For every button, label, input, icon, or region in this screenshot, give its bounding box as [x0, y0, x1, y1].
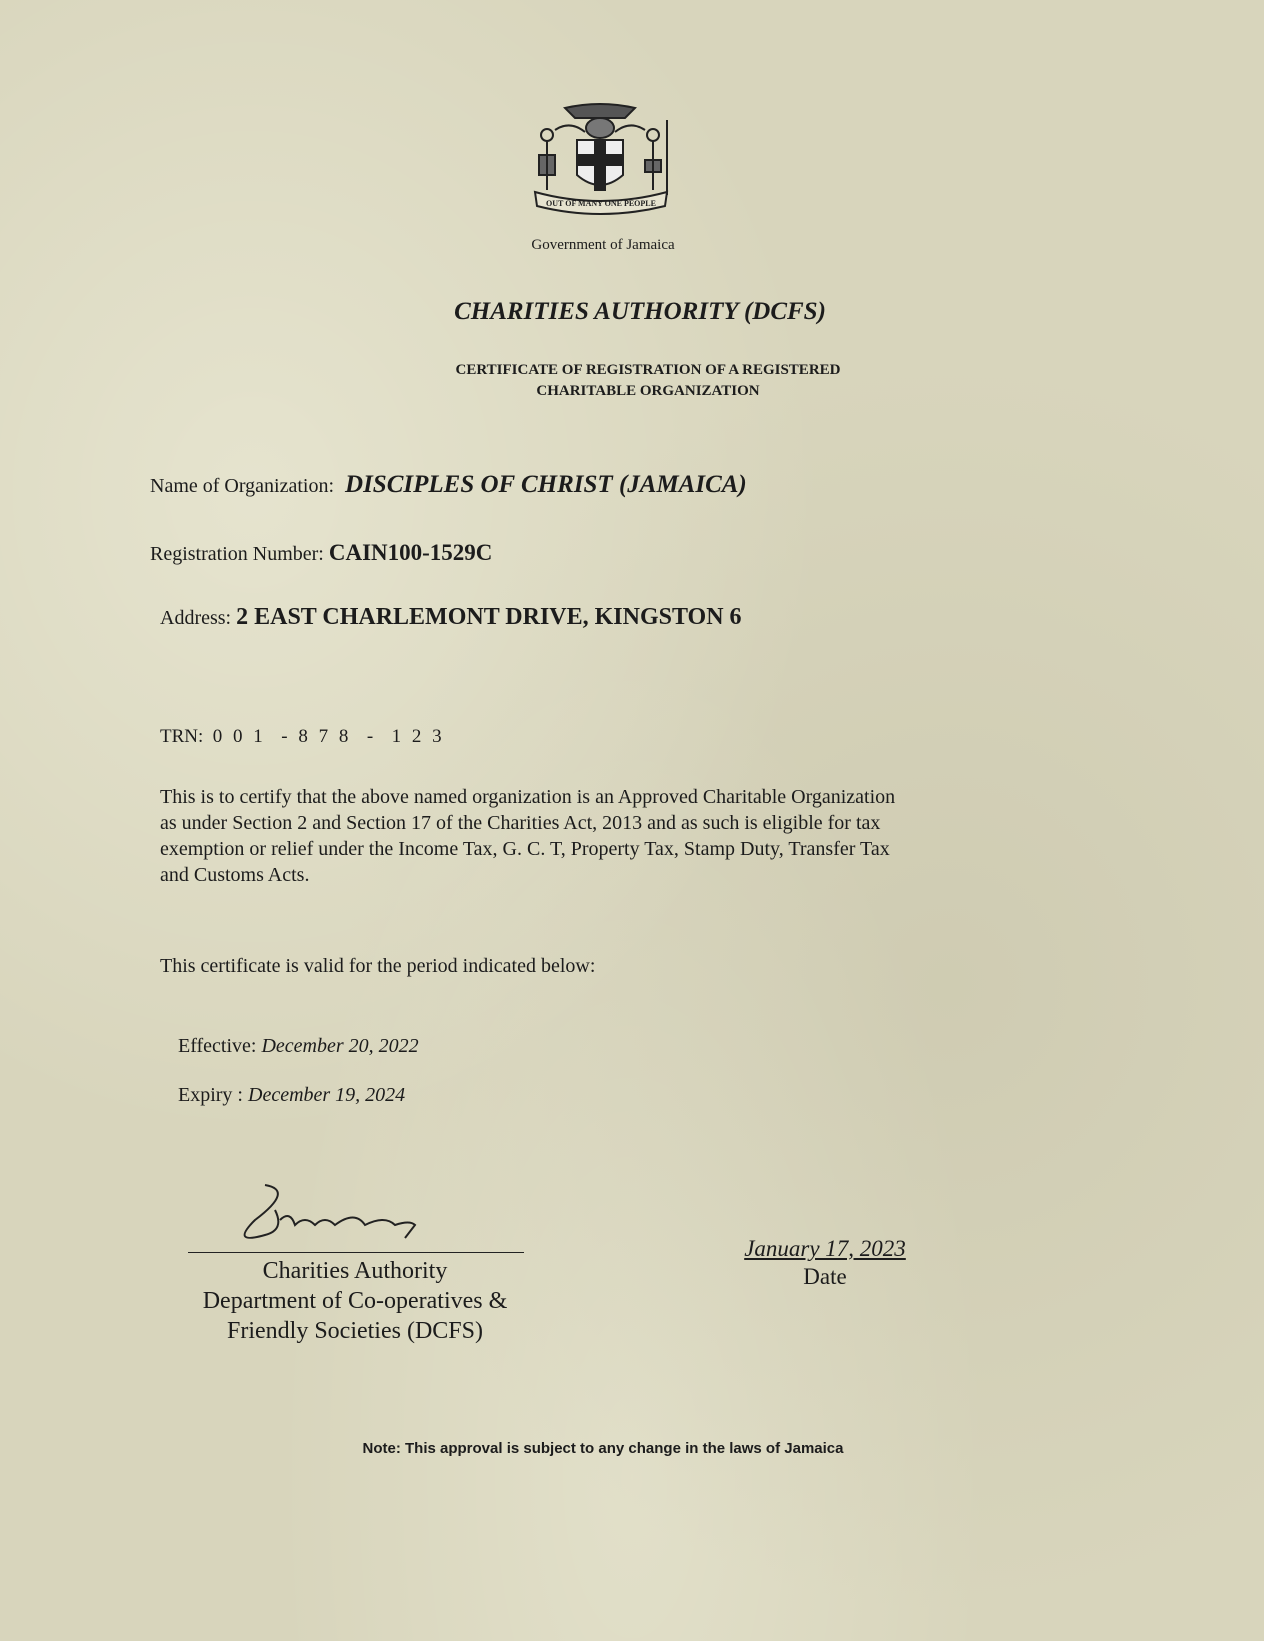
expiry-value: December 19, 2024: [248, 1084, 406, 1106]
jamaica-coat-of-arms-icon: [525, 100, 675, 215]
effective-date: [178, 1035, 419, 1058]
address-field: [160, 604, 742, 631]
expiry-date: [178, 1084, 405, 1107]
signatory-line: Friendly Societies (DCFS): [226, 1318, 483, 1344]
signatory-line: Department of Co-operatives &: [202, 1288, 508, 1314]
crest-motto: OUT OF MANY ONE PEOPLE: [546, 199, 656, 208]
trn-label: TRN:: [160, 726, 204, 747]
organization-name-value: DISCIPLES OF CHRIST (JAMAICA): [345, 471, 747, 498]
paragraph-line: as under Section 2 and Section 17 of the Charities Act, 2013 and as such is eligible for tax: [160, 812, 881, 834]
validity-statement: This certificate is valid for the period indicated below:: [160, 955, 596, 977]
address-label: Address:: [160, 607, 232, 629]
certification-paragraph: [160, 784, 895, 888]
issue-date-label: Date: [803, 1264, 847, 1289]
issue-date-value: January 17, 2023: [744, 1236, 906, 1261]
certificate-title-line-1: CERTIFICATE OF REGISTRATION OF A REGISTERED: [455, 362, 841, 378]
trn-value: 0 0 1 - 8 7 8 - 1 2 3: [212, 726, 445, 747]
government-label: Government of Jamaica: [531, 237, 675, 253]
organization-name-label: Name of Organization:: [150, 475, 335, 497]
expiry-label: Expiry :: [178, 1084, 243, 1106]
trn-field: [160, 704, 445, 748]
footer-note: Note: This approval is subject to any change in the laws of Jamaica: [362, 1440, 844, 1457]
effective-value: December 20, 2022: [261, 1035, 419, 1057]
authority-title: CHARITIES AUTHORITY (DCFS): [454, 298, 826, 325]
organization-name-field: [150, 471, 747, 499]
paragraph-line: This is to certify that the above named organization is an Approved Charitable Organization: [160, 786, 896, 808]
registration-label: Registration Number:: [150, 543, 324, 565]
paragraph-line: exemption or relief under the Income Tax, G. C. T, Property Tax, Stamp Duty, Transfer Tax: [160, 838, 890, 860]
registration-value: CAIN100-1529C: [328, 540, 493, 565]
effective-label: Effective:: [178, 1035, 257, 1057]
paragraph-line: and Customs Acts.: [160, 864, 310, 886]
signatory-line: Charities Authority: [262, 1258, 448, 1284]
signatory-block: [203, 1256, 508, 1346]
signature-image: [225, 1180, 475, 1250]
signature-line: [188, 1252, 524, 1253]
certificate-title-line-2: CHARITABLE ORGANIZATION: [536, 383, 760, 399]
address-value: 2 EAST CHARLEMONT DRIVE, KINGSTON 6: [236, 604, 742, 630]
registration-field: [150, 540, 492, 566]
